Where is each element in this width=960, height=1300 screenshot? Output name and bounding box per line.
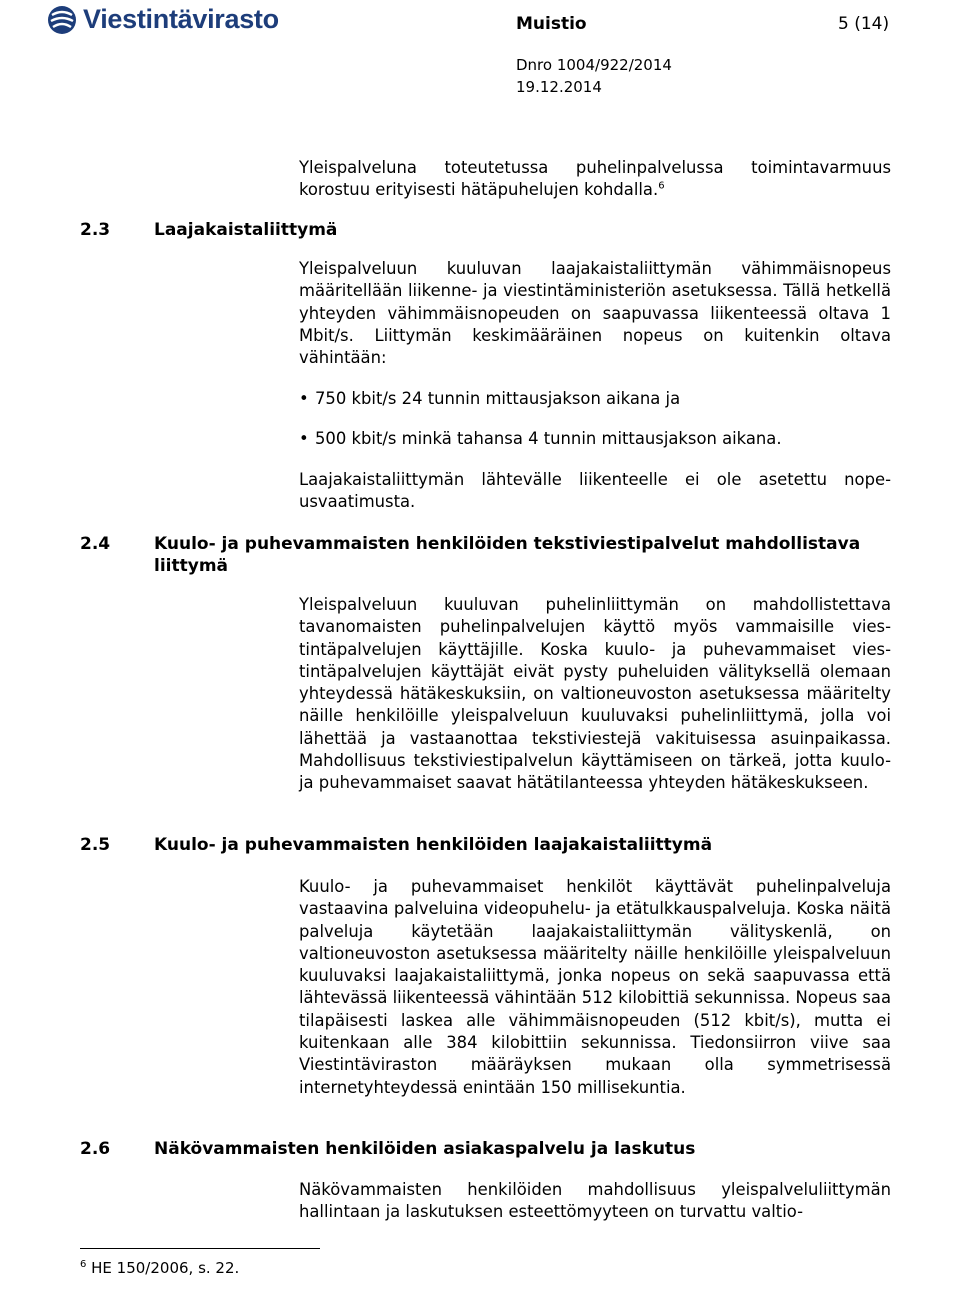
section-heading-2-4	[80, 533, 880, 577]
section-number: 2.3	[80, 220, 111, 240]
section-2-5-paragraph: Kuulo- ja puhevammaiset henkilöt käyttävät puhelinpalveluja vastaavina palveluina videopuhelu- ja etätulkkauspalveluja. Koska näitä palveluja käytetään laajakaistaliittymän välityskenlä, on valtioneuvoston asetuksessa määritelty näille henkilöille yleispalveluun kuuluvaksi laajakaistaliittymä, jonka nopeus on sekä saapuvassa että lähtevässä liikenteessä vähintään 512 kilobittiä sekunnissa. Nopeus saa tilapäisesti laskea alle vähimmäisnopeuden (512 kbit/s), mutta ei kuitenkaan alle 384 kilobittiin sekunnissa. Tiedonsiirron viive saa Viestintäviraston määräyksen mukaan olla symmetrisessä internetyhteydessä enintään 150 millisekuntia.	[299, 877, 891, 1097]
viestintavirasto-logo	[47, 4, 287, 38]
section-number: 2.5	[80, 835, 111, 855]
page-number: 5 (14)	[838, 14, 890, 34]
footnote	[80, 1259, 239, 1277]
section-title: Laajakaistaliittymä	[154, 220, 338, 240]
bullet-icon: •	[299, 429, 309, 448]
document-number: Dnro 1004/922/2014	[516, 56, 672, 74]
logo-emblem-icon	[47, 4, 77, 36]
section-number: 2.6	[80, 1139, 111, 1159]
document-date: 19.12.2014	[516, 78, 602, 96]
section-2-6-paragraph: Näkövammaisten henkilöiden mahdollisuus yleispalveluliittymän hallintaan ja laskutuksen esteettömyyteen on turvattu valtio-	[299, 1180, 891, 1222]
logo-text: Viestintävirasto	[83, 4, 279, 34]
section-2-3-paragraph: Yleispalveluun kuuluvan laajakaistaliittymän vähimmäisnopeus määritellään liikenne- ja viestintäministeriön asetuksessa. Tällä hetkellä yhteyden vähimmäisnopeuden on saapuvassa liikenteessä oltava 1 Mbit/s. Liittymän keskimääräinen nopeus on kuitenkin oltava vähintään:	[299, 259, 891, 368]
section-2-3-closing: Laajakaistaliittymän lähtevälle liikenteelle ei ole asetettu nopeusvaatimusta.	[299, 470, 891, 512]
intro-paragraph: Yleispalveluna toteutetussa puhelinpalvelussa toimintavarmuus korostuu erityisesti hätäpuhelujen kohdalla.$^6$	[299, 158, 891, 200]
document-type: Muistio	[516, 14, 587, 34]
section-title: Kuulo- ja puhevammaisten henkilöiden laajakaistaliittymä	[154, 835, 713, 855]
footnote-reference: 6	[658, 180, 665, 192]
footnote-divider	[80, 1248, 320, 1249]
section-title: Kuulo- ja puhevammaisten henkilöiden tekstiviestipalvelut mahdollistava liittymä	[154, 534, 861, 576]
bullet-icon: •	[299, 389, 309, 408]
section-2-4-paragraph: Yleispalveluun kuuluvan puhelinliittymän on mahdollistettava tavanomaisten puhelinpalvelujen käyttö myös vammaisille viestintäpalvelujen käyttäjille. Koska kuulo- ja puhevammaiset viestintäpalvelujen käyttäjät eivät pysty puheluiden välityksellä olemaan yhteydessä hätäkeskuksiin, on valtioneuvoston asetuksessa määritelty näille henkilöille yleispalveluun kuuluvaksi puhelinliittymä, jolla voi lähettää ja vastaanottaa tekstiviestejä vakituisessa asuinpaikassa. Mahdollisuus tekstiviestipalvelun käyttämiseen on tärkeä, jotta kuulo- ja puhevammaiset saavat hätätilanteessa yhteyden hätäkeskukseen.	[299, 595, 891, 793]
section-number: 2.4	[80, 534, 111, 554]
section-title: Näkövammaisten henkilöiden asiakaspalvelu ja laskutus	[154, 1139, 696, 1159]
footnote-text: HE 150/2006, s. 22.	[91, 1259, 240, 1277]
footnote-number: 6	[80, 1259, 87, 1270]
